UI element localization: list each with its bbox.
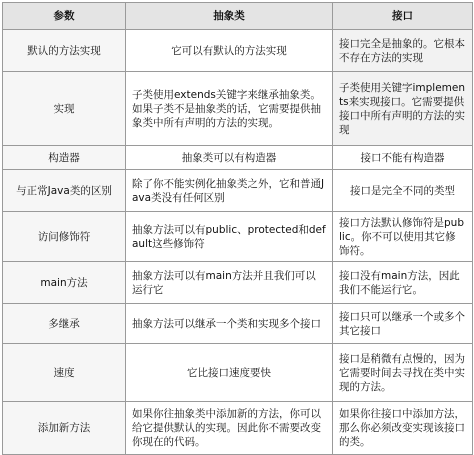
row-abstract: 抽象方法可以有main方法并且我们可以运行它	[126, 262, 333, 304]
row-abstract: 子类使用extends关键字来继承抽象类。如果子类不是抽象类的话，它需要提供抽象类中所有声明的方法的实现。	[126, 72, 333, 146]
row-abstract: 抽象类可以有构造器	[126, 146, 333, 170]
table-header-row	[3, 3, 473, 30]
row-abstract: 它可以有默认的方法实现	[126, 30, 333, 72]
row-param: 与正常Java类的区别	[3, 170, 126, 212]
row-interface: 接口方法默认修饰符是public。你不可以使用其它修饰符。	[333, 212, 473, 262]
row-abstract: 如果你往抽象类中添加新的方法，你可以给它提供默认的实现。因此你不需要改变你现在的代码。	[126, 402, 333, 455]
row-interface: 子类使用关键字implements来实现接口。它需要提供接口中所有声明的方法的实现	[333, 72, 473, 146]
table-row	[3, 170, 473, 212]
row-interface: 接口是稍微有点慢的，因为它需要时间去寻找在类中实现的方法。	[333, 344, 473, 402]
row-abstract: 它比接口速度要快	[126, 344, 333, 402]
row-interface: 接口是完全不同的类型	[333, 170, 473, 212]
abstract-vs-interface-table	[2, 2, 473, 455]
row-param: main方法	[3, 262, 126, 304]
row-param: 构造器	[3, 146, 126, 170]
table-row	[3, 212, 473, 262]
row-abstract: 除了你不能实例化抽象类之外，它和普通Java类没有任何区别	[126, 170, 333, 212]
header-interface: 接口	[333, 3, 473, 30]
row-interface: 接口只可以继承一个或多个其它接口	[333, 304, 473, 344]
comparison-table-frame	[2, 2, 472, 451]
row-interface: 接口完全是抽象的。它根本不存在方法的实现	[333, 30, 473, 72]
table-row	[3, 402, 473, 455]
table-row	[3, 262, 473, 304]
table-row	[3, 146, 473, 170]
row-interface: 如果你往接口中添加方法，那么你必须改变实现该接口的类。	[333, 402, 473, 455]
header-abstract-class: 抽象类	[126, 3, 333, 30]
row-param: 速度	[3, 344, 126, 402]
row-interface: 接口没有main方法，因此我们不能运行它。	[333, 262, 473, 304]
row-param: 添加新方法	[3, 402, 126, 455]
header-param: 参数	[3, 3, 126, 30]
row-abstract: 抽象方法可以有public、protected和default这些修饰符	[126, 212, 333, 262]
table-row	[3, 72, 473, 146]
table-row	[3, 30, 473, 72]
table-row	[3, 304, 473, 344]
row-param: 访问修饰符	[3, 212, 126, 262]
row-param: 默认的方法实现	[3, 30, 126, 72]
table-row	[3, 344, 473, 402]
row-param: 多继承	[3, 304, 126, 344]
row-param: 实现	[3, 72, 126, 146]
row-abstract: 抽象方法可以继承一个类和实现多个接口	[126, 304, 333, 344]
row-interface: 接口不能有构造器	[333, 146, 473, 170]
